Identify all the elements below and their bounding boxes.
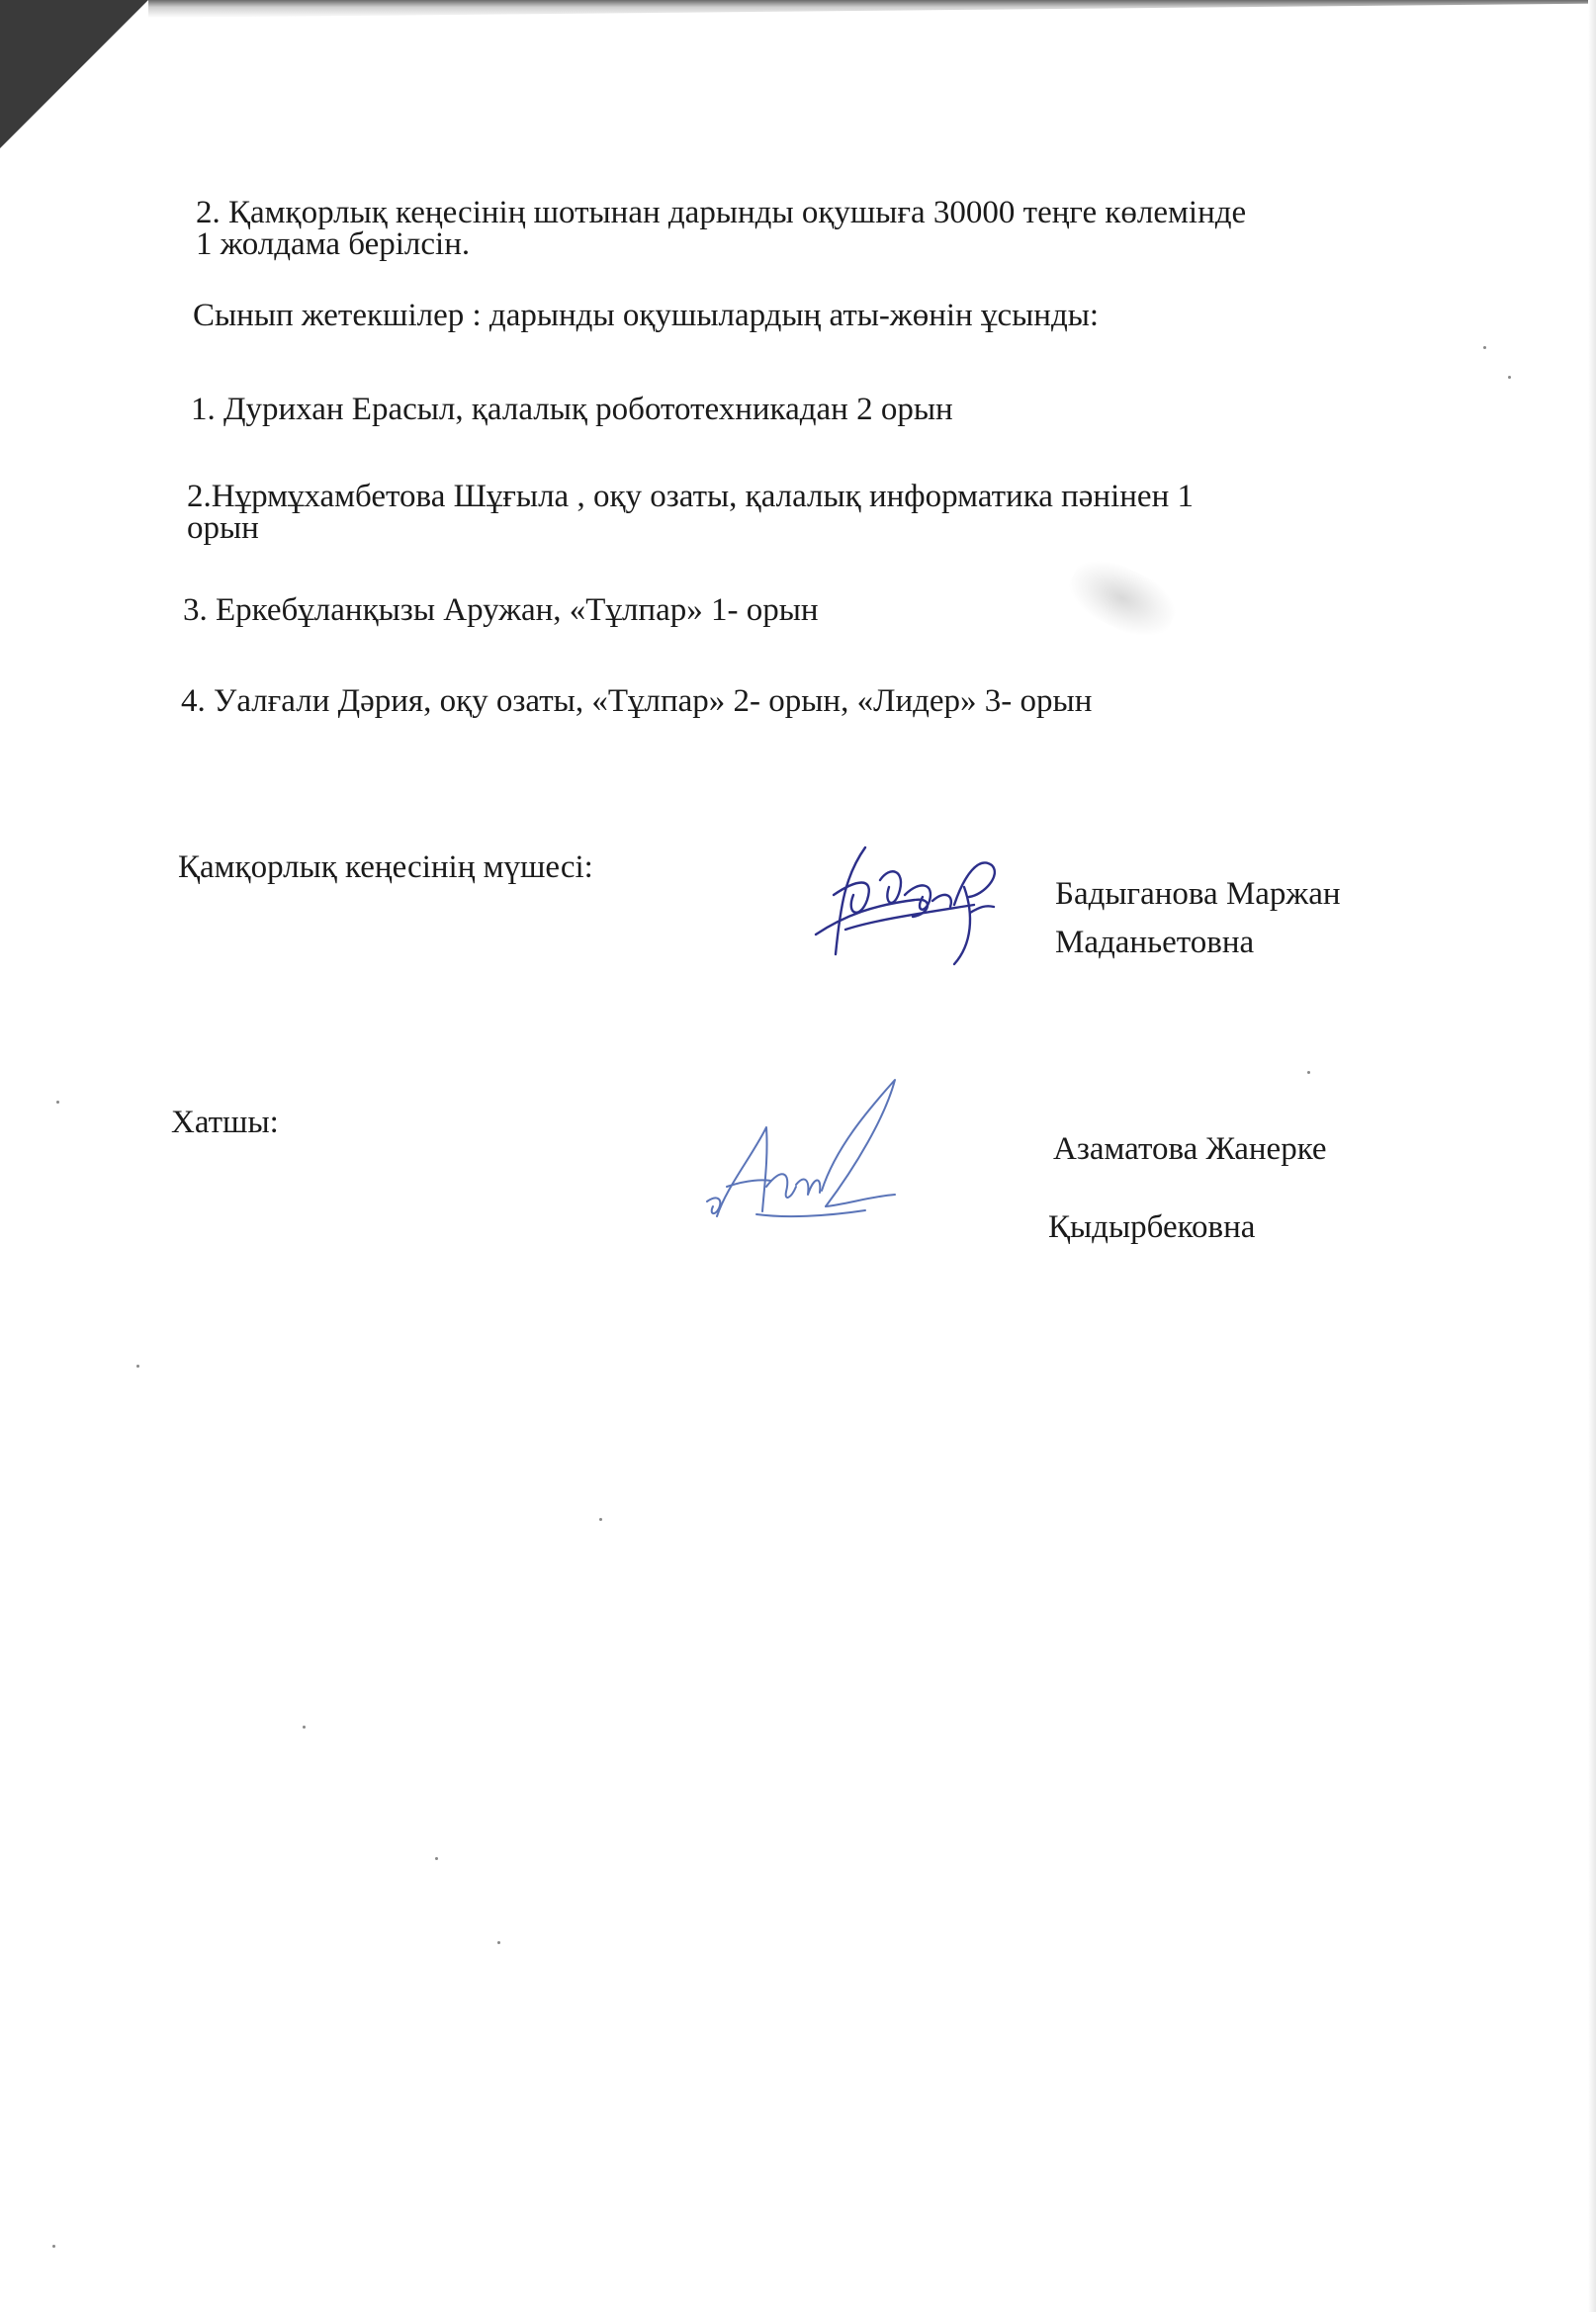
student-1: 1. Дурихан Ерасыл, қалалық робототехникадан 2 орын <box>191 392 953 427</box>
scan-speck <box>303 1726 306 1729</box>
scan-speck <box>52 2245 55 2248</box>
secretary-signature <box>697 1068 934 1241</box>
scan-speck <box>1483 346 1486 349</box>
member-name-line1: Бадыганова Маржан <box>1055 876 1341 912</box>
secretary-name-line2: Қыдырбековна <box>1048 1209 1256 1245</box>
scan-speck <box>1307 1071 1310 1074</box>
teachers-intro: Сынып жетекшілер : дарынды оқушылардың аты-жөнін ұсынды: <box>193 298 1100 333</box>
student-3: 3. Еркебұланқызы Аружан, «Тұлпар» 1- орын <box>183 592 819 628</box>
member-label: Қамқорлық кеңесінің мүшесі: <box>178 849 593 885</box>
scan-speck <box>1508 376 1511 379</box>
scan-speck <box>56 1101 59 1104</box>
student-4: 4. Уалғали Дәрия, оқу озаты, «Тұлпар» 2- орын, «Лидер» 3- орын <box>181 683 1093 719</box>
item2-line1: 2. Қамқорлық кеңесінің шотынан дарынды оқушыға 30000 теңге көлемінде <box>196 195 1247 230</box>
scan-speck <box>497 1941 500 1944</box>
scan-speck <box>435 1857 438 1860</box>
student-2-line2: орын <box>187 510 259 546</box>
scan-top-edge <box>148 0 1596 18</box>
member-signature <box>806 836 1014 974</box>
secretary-label: Хатшы: <box>171 1105 279 1140</box>
item2-line2: 1 жолдама берілсін. <box>196 226 471 262</box>
scan-right-edge <box>1588 0 1596 2312</box>
secretary-name-line1: Азаматова Жанерке <box>1053 1131 1327 1167</box>
scan-speck <box>599 1518 602 1521</box>
scan-corner-shadow <box>0 0 148 148</box>
scan-speck <box>136 1365 139 1368</box>
ink-smudge <box>1060 549 1184 649</box>
member-name-line2: Маданьетовна <box>1055 925 1255 960</box>
student-2-line1: 2.Нұрмұхамбетова Шұғыла , оқу озаты, қалалық информатика пәнінен 1 <box>187 479 1194 514</box>
